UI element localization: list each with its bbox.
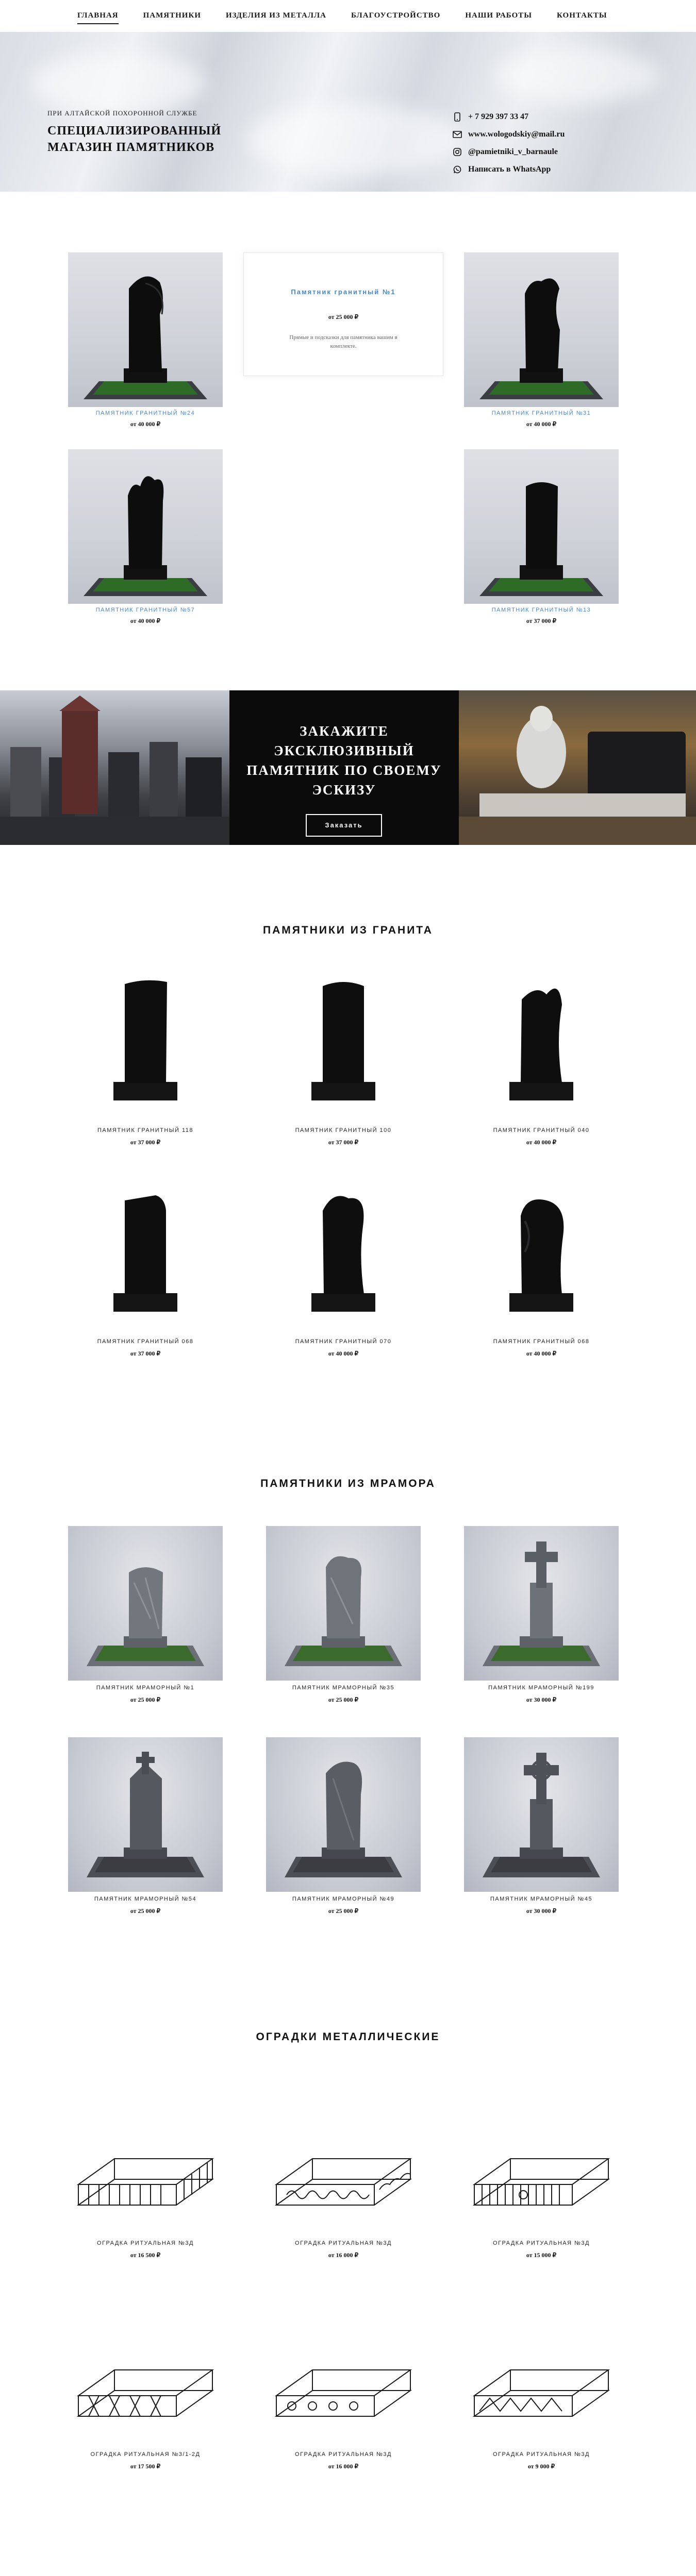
fence-name[interactable]: ОГРАДКА РИТУАЛЬНАЯ №3Д	[493, 2240, 590, 2246]
hero-phone[interactable]	[452, 108, 565, 126]
fence-item[interactable]	[464, 2081, 619, 2259]
marble-item[interactable]	[68, 1737, 223, 1915]
fence-image	[464, 2293, 619, 2447]
granite-name[interactable]: ПАМЯТНИК ГРАНИТНЫЙ 070	[295, 1338, 392, 1345]
granite-price: от 37 000 ₽	[130, 1350, 161, 1357]
product-card[interactable]	[68, 449, 223, 625]
featured-price: от 25 000 ₽	[328, 313, 359, 320]
featured-name[interactable]: Памятник гранитный №1	[291, 288, 396, 296]
granite-name[interactable]: ПАМЯТНИК ГРАНИТНЫЙ 100	[295, 1127, 392, 1133]
granite-image	[266, 1180, 421, 1334]
marble-image	[266, 1526, 421, 1681]
nav-menu	[77, 11, 632, 24]
hero-banner	[0, 32, 696, 192]
hero-cloud	[247, 104, 464, 176]
fence-item[interactable]	[266, 2293, 421, 2470]
nav-item-metal[interactable]: ИЗДЕЛИЯ ИЗ МЕТАЛЛА	[226, 11, 327, 20]
product-card[interactable]	[68, 252, 223, 428]
phone-icon	[452, 112, 463, 122]
fence-image	[464, 2081, 619, 2236]
marble-item[interactable]	[68, 1526, 223, 1704]
fence-name[interactable]: ОГРАДКА РИТУАЛЬНАЯ №3Д	[295, 2240, 392, 2246]
hero-cloud	[495, 47, 660, 104]
product-price: от 40 000 ₽	[130, 420, 161, 428]
marble-item[interactable]	[464, 1737, 619, 1915]
envelope-icon	[452, 130, 463, 139]
instagram-icon	[452, 147, 463, 157]
fence-price: от 15 000 ₽	[526, 2251, 557, 2259]
marble-name[interactable]: ПАМЯТНИК МРАМОРНЫЙ №49	[292, 1896, 395, 1902]
granite-name[interactable]: ПАМЯТНИК ГРАНИТНЫЙ 068	[97, 1338, 194, 1345]
marble-price: от 30 000 ₽	[526, 1696, 557, 1703]
marble-price: от 25 000 ₽	[328, 1907, 359, 1914]
fence-name[interactable]: ОГРАДКА РИТУАЛЬНАЯ №3/1-2Д	[90, 2451, 201, 2458]
marble-section-title: ПАМЯТНИКИ ИЗ МРАМОРА	[260, 1478, 436, 1489]
marble-image	[68, 1737, 223, 1892]
product-price: от 40 000 ₽	[130, 617, 161, 624]
marble-image	[464, 1737, 619, 1892]
marble-item[interactable]	[266, 1737, 421, 1915]
fence-name[interactable]: ОГРАДКА РИТУАЛЬНАЯ №3Д	[493, 2451, 590, 2458]
granite-image	[68, 1180, 223, 1334]
marble-name[interactable]: ПАМЯТНИК МРАМОРНЫЙ №35	[292, 1685, 395, 1691]
nav-item-home[interactable]: ГЛАВНАЯ	[77, 11, 119, 24]
fence-image	[68, 2081, 223, 2236]
hero-instagram-text: @pamietniki_v_barnaule	[468, 147, 558, 156]
hero-title: СПЕЦИАЛИЗИРОВАННЫЙ МАГАЗИН ПАМЯТНИКОВ	[47, 124, 222, 154]
top-nav	[0, 0, 696, 32]
marble-name[interactable]: ПАМЯТНИК МРАМОРНЫЙ №54	[94, 1896, 197, 1902]
marble-name[interactable]: ПАМЯТНИК МРАМОРНЫЙ №199	[488, 1685, 594, 1691]
product-name[interactable]: ПАМЯТНИК ГРАНИТНЫЙ №13	[491, 607, 591, 613]
granite-item[interactable]	[266, 969, 421, 1146]
fence-image	[68, 2293, 223, 2447]
hero-email[interactable]	[452, 126, 565, 143]
granite-image	[266, 969, 421, 1123]
fence-image	[266, 2081, 421, 2236]
granite-item[interactable]	[68, 969, 223, 1146]
hero-instagram[interactable]	[452, 143, 565, 161]
marble-price: от 25 000 ₽	[130, 1696, 161, 1703]
product-price: от 37 000 ₽	[526, 617, 557, 624]
product-image	[464, 449, 619, 604]
fence-price: от 16 000 ₽	[328, 2251, 359, 2259]
product-name[interactable]: ПАМЯТНИК ГРАНИТНЫЙ №57	[95, 607, 195, 613]
memorial-photo	[459, 690, 696, 845]
fence-image	[266, 2293, 421, 2447]
marble-item[interactable]	[464, 1526, 619, 1704]
fences-section-title: ОГРАДКИ МЕТАЛЛИЧЕСКИЕ	[256, 2031, 440, 2043]
fence-name[interactable]: ОГРАДКА РИТУАЛЬНАЯ №3Д	[295, 2451, 392, 2458]
fence-item[interactable]	[266, 2081, 421, 2259]
hero-contacts	[452, 108, 565, 178]
featured-product[interactable]	[243, 252, 443, 376]
marble-name[interactable]: ПАМЯТНИК МРАМОРНЫЙ №45	[490, 1896, 593, 1902]
marble-image	[68, 1526, 223, 1681]
nav-item-monuments[interactable]: ПАМЯТНИКИ	[143, 11, 202, 20]
product-price: от 40 000 ₽	[526, 420, 557, 428]
product-image	[68, 449, 223, 604]
nav-item-contacts[interactable]: КОНТАКТЫ	[557, 11, 607, 20]
hero-whatsapp[interactable]	[452, 161, 565, 178]
marble-image	[464, 1526, 619, 1681]
marble-price: от 25 000 ₽	[130, 1907, 161, 1914]
product-name[interactable]: ПАМЯТНИК ГРАНИТНЫЙ №24	[95, 410, 195, 416]
hero-email-text: www.wologodskiy@mail.ru	[468, 130, 565, 139]
product-name[interactable]: ПАМЯТНИК ГРАНИТНЫЙ №31	[491, 410, 591, 416]
nav-item-landscaping[interactable]: БЛАГОУСТРОЙСТВО	[351, 11, 441, 20]
granite-section-title: ПАМЯТНИКИ ИЗ ГРАНИТА	[263, 924, 433, 936]
granite-price: от 37 000 ₽	[328, 1139, 359, 1146]
granite-image	[464, 969, 619, 1123]
fence-price: от 16 000 ₽	[328, 2463, 359, 2470]
nav-item-works[interactable]: НАШИ РАБОТЫ	[465, 11, 533, 20]
fence-price: от 17 500 ₽	[130, 2463, 161, 2470]
granite-image	[68, 969, 223, 1123]
granite-image	[464, 1180, 619, 1334]
hero-cloud	[31, 53, 206, 114]
granite-name[interactable]: ПАМЯТНИК ГРАНИТНЫЙ 118	[97, 1127, 194, 1133]
fence-item[interactable]	[68, 2293, 223, 2470]
cemetery-photo	[0, 690, 229, 845]
fence-item[interactable]	[68, 2081, 223, 2259]
product-card[interactable]	[464, 449, 619, 625]
product-image	[68, 252, 223, 407]
fence-name[interactable]: ОГРАДКА РИТУАЛЬНАЯ №3Д	[97, 2240, 194, 2246]
granite-price: от 40 000 ₽	[328, 1350, 359, 1357]
granite-item[interactable]	[464, 969, 619, 1146]
custom-order-banner	[0, 690, 696, 845]
marble-name[interactable]: ПАМЯТНИК МРАМОРНЫЙ №1	[96, 1685, 195, 1691]
marble-image	[266, 1737, 421, 1892]
banner-title: ЗАКАЖИТЕ ЭКСКЛЮЗИВНЫЙ ПАМЯТНИК ПО СВОЕМУ ЭСКИЗУ	[246, 723, 442, 798]
product-image	[464, 252, 619, 407]
granite-item[interactable]	[266, 1180, 421, 1358]
hero-phone-text: + 7 929 397 33 47	[468, 112, 529, 121]
hero-subtitle: ПРИ АЛТАЙСКОЙ ПОХОРОННОЙ СЛУЖБЕ	[47, 109, 197, 117]
marble-price: от 25 000 ₽	[328, 1696, 359, 1703]
fence-price: от 16 500 ₽	[130, 2251, 161, 2259]
granite-price: от 40 000 ₽	[526, 1350, 557, 1357]
granite-item[interactable]	[68, 1180, 223, 1358]
granite-name[interactable]: ПАМЯТНИК ГРАНИТНЫЙ 068	[493, 1338, 590, 1345]
hero-whatsapp-text: Написать в WhatsApp	[468, 165, 551, 174]
fence-price: от 9 000 ₽	[527, 2463, 555, 2470]
marble-item[interactable]	[266, 1526, 421, 1704]
granite-price: от 40 000 ₽	[526, 1139, 557, 1146]
order-button[interactable]: Заказать	[306, 814, 382, 837]
whatsapp-icon	[452, 165, 463, 174]
granite-item[interactable]	[464, 1180, 619, 1358]
featured-desc: Прямые и подсказки для памятника вашим в комплекте.	[289, 334, 397, 349]
marble-price: от 30 000 ₽	[526, 1907, 557, 1914]
granite-price: от 37 000 ₽	[130, 1139, 161, 1146]
product-card[interactable]	[464, 252, 619, 428]
fence-item[interactable]	[464, 2293, 619, 2470]
granite-name[interactable]: ПАМЯТНИК ГРАНИТНЫЙ 040	[493, 1127, 590, 1133]
banner-cta	[229, 690, 459, 845]
